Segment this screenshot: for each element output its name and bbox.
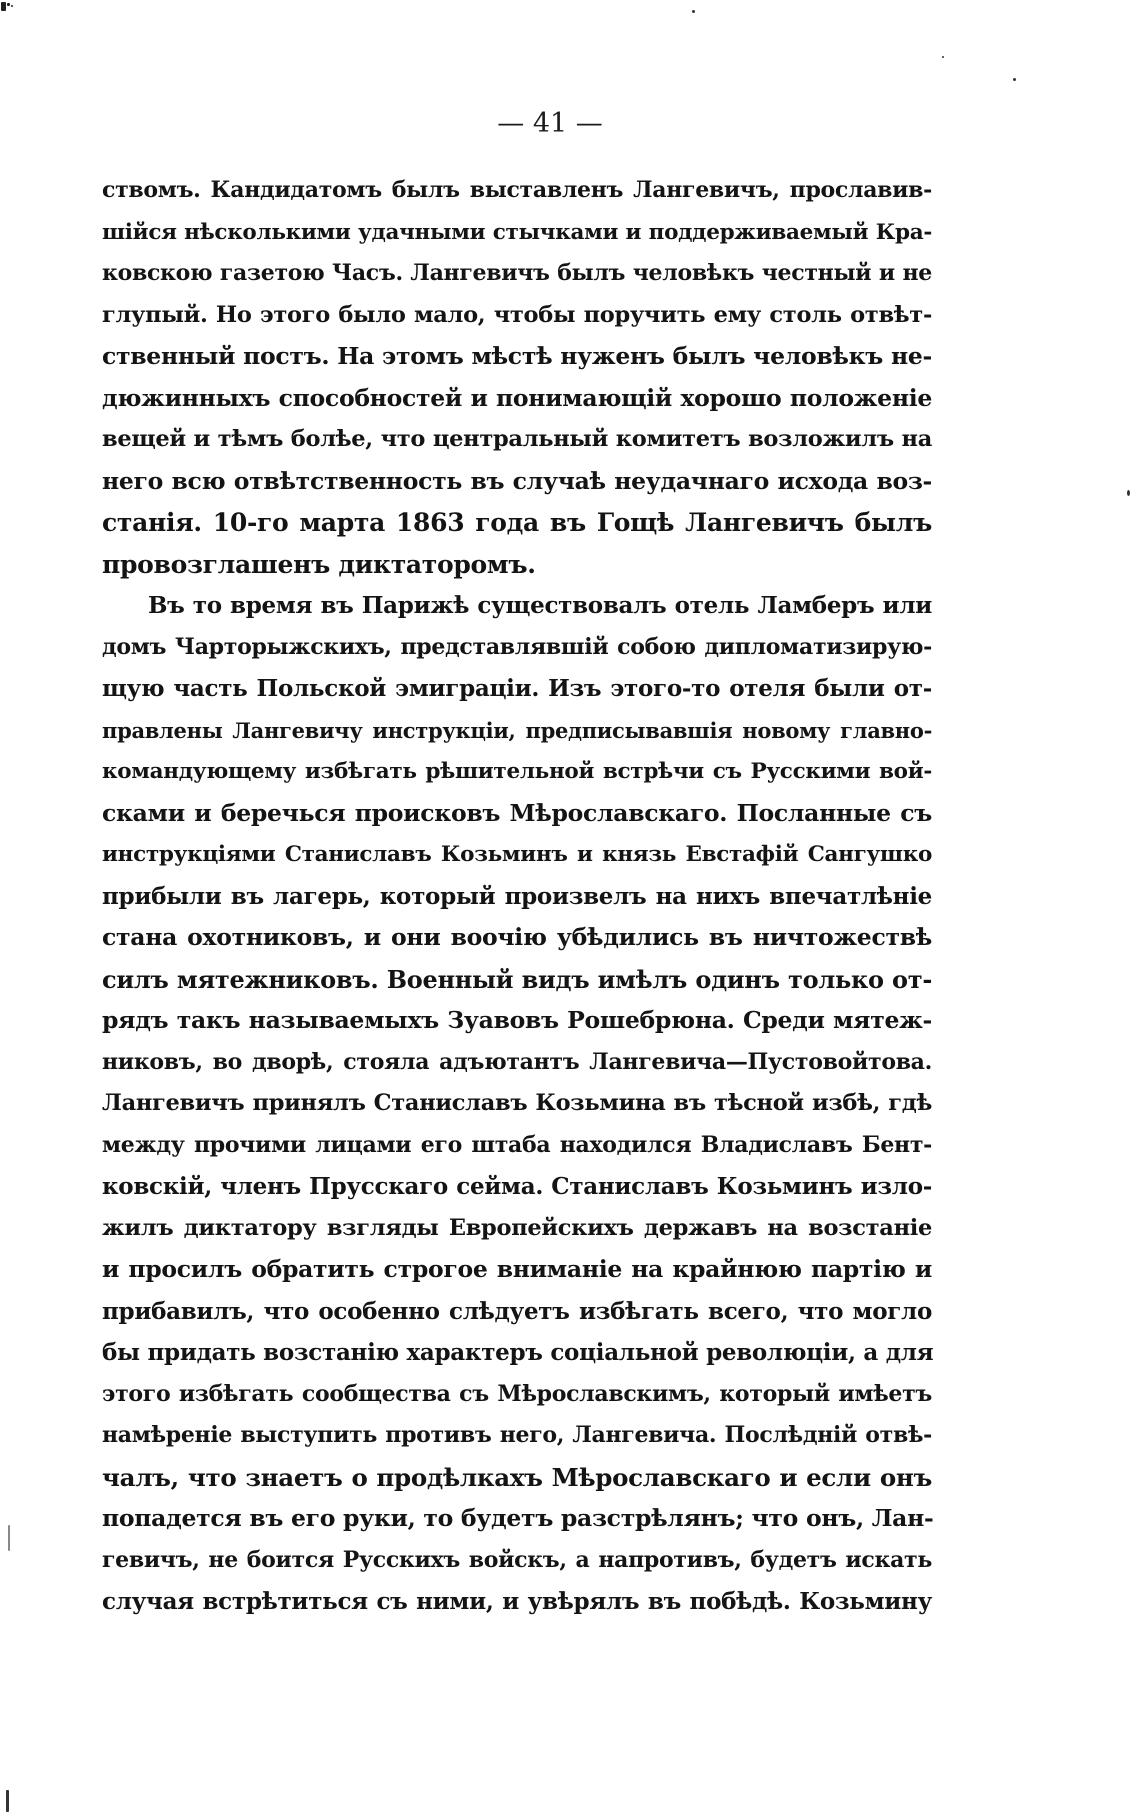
ink-speck <box>1127 490 1130 496</box>
text-line: сками и беречься происковъ Мѣрославскаго. Посланные съ <box>102 798 932 827</box>
text-line: ковскій, членъ Прусскаго сейма. Станиславъ Козьминъ изло- <box>102 1173 932 1200</box>
text-line: стана охотниковъ, и они воочію убѣдились въ ничтожествѣ <box>102 923 932 951</box>
corner-smudge-mark <box>0 0 18 14</box>
text-line: станія. 10-го марта 1863 года въ Гощѣ Лангевичъ былъ <box>102 508 932 537</box>
text-line: него всю отвѣтственность въ случаѣ неудачнаго исхода воз- <box>102 466 932 495</box>
text-line: Въ то время въ Парижѣ существовалъ отель Ламберъ или <box>148 592 932 619</box>
text-line: щую часть Польской эмиграціи. Изъ этого-то отеля были от- <box>102 675 932 702</box>
text-line: намѣреніе выступить противъ него, Лангевича. Послѣдній отвѣ- <box>102 1422 932 1448</box>
text-line: прибыли въ лагерь, который произвелъ на нихъ впечатлѣніе <box>102 882 932 910</box>
text-line: чалъ, что знаетъ о продѣлкахъ Мѣрославскаго и если онъ <box>102 1462 932 1492</box>
ink-speck <box>692 10 695 13</box>
text-line: бы придать возстанію характеръ соціальной революціи, а для <box>102 1339 934 1366</box>
text-line: инструкціями Станиславъ Козьминъ и князь Евстафій Сангушко <box>102 842 932 867</box>
text-line: шійся нѣсколькими удачными стычками и поддерживаемый Кра- <box>102 219 932 245</box>
ink-speck <box>942 56 944 58</box>
text-line: и просилъ обратить строгое вниманіе на крайнюю партію и <box>102 1255 932 1283</box>
text-line: между прочими лицами его штаба находился Владиславъ Бент- <box>102 1131 932 1158</box>
text-line: гевичъ, не боится Русскихъ войскъ, а напротивъ, будетъ искать <box>102 1546 932 1573</box>
text-line: дюжинныхъ способностей и понимающій хорошо положеніе <box>102 383 932 412</box>
text-line: правлены Лангевичу инструкціи, предписывавшія новому главно- <box>102 717 932 743</box>
text-line: прибавилъ, что особенно слѣдуетъ избѣгать всего, что могло <box>102 1297 932 1325</box>
text-line: силъ мятежниковъ. Военный видъ имѣлъ одинъ только от- <box>102 964 932 994</box>
text-line: вещей и тѣмъ болѣе, что центральный комитетъ возложилъ на <box>102 426 932 452</box>
ink-speck <box>1013 78 1016 81</box>
text-line: Лангевичъ принялъ Станиславъ Козьмина въ тѣсной избѣ, гдѣ <box>102 1090 932 1116</box>
body-text <box>102 170 932 1623</box>
text-line: попадется въ его руки, то будетъ разстрѣлянъ; что онъ, Лан- <box>102 1504 934 1532</box>
text-line: провозглашенъ диктаторомъ. <box>102 549 536 579</box>
text-line: этого избѣгать сообщества съ Мѣрославскимъ, который имѣетъ <box>102 1380 932 1407</box>
text-line: ственный постъ. На этомъ мѣстѣ нуженъ былъ человѣкъ не- <box>102 342 932 370</box>
text-line: рядъ такъ называемыхъ Зуавовъ Рошебрюна. Среди мятеж- <box>102 1006 932 1034</box>
text-line: никовъ, во дворѣ, стояла адъютантъ Лангевича—Пустовойтова. <box>102 1048 932 1075</box>
text-line: ствомъ. Кандидатомъ былъ выставленъ Лангевичъ, прославив- <box>102 177 932 203</box>
text-line: домъ Чарторыжскихъ, представлявшій собою дипломатизирую- <box>102 633 932 660</box>
ink-speck <box>8 1525 10 1551</box>
page-number: — 41 — <box>497 108 603 139</box>
ink-speck <box>6 1790 9 1812</box>
text-line: командующему избѣгать рѣшительной встрѣчи съ Русскими вой- <box>102 759 932 784</box>
text-line: глупый. Но этого было мало, чтобы поручить ему столь отвѣт- <box>102 301 932 328</box>
text-line: жилъ диктатору взгляды Европейскихъ державъ на возстаніе <box>102 1214 932 1241</box>
text-line: случая встрѣтиться съ ними, и увѣрялъ въ побѣдѣ. Козьмину <box>102 1588 932 1615</box>
text-line: ковскою газетою Часъ. Лангевичъ былъ человѣкъ честный и не <box>102 260 932 286</box>
